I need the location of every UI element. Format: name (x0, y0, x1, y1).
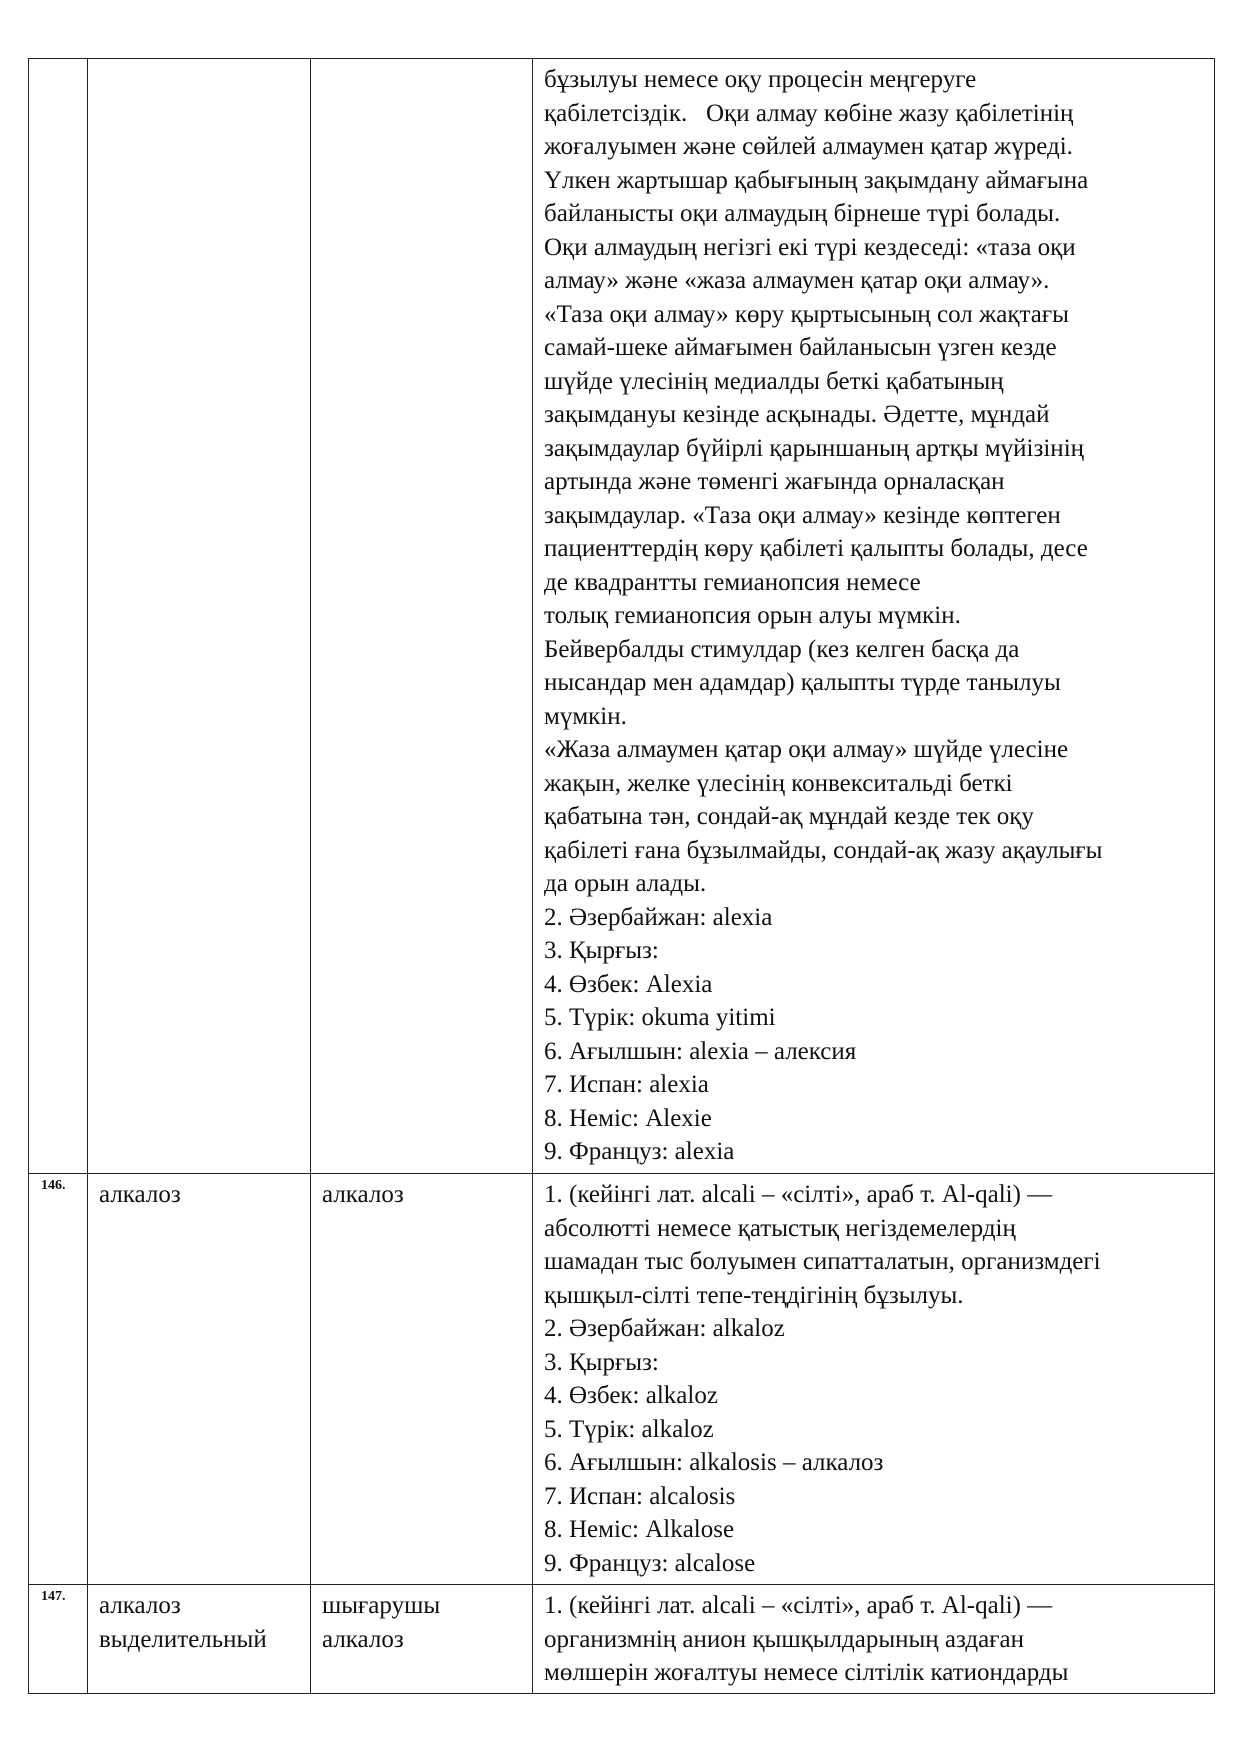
text-line: жақын, желке үлесінің конвекситальді беткі (544, 769, 1013, 797)
definition (533, 1585, 1215, 1694)
text-line: выделительный (99, 1625, 267, 1653)
table-row-147 (29, 1585, 1215, 1694)
text-line: «Таза оқи алмау» көру қыртысының сол жақтағы (544, 300, 1069, 328)
text-line: 6. Ағылшын: alkalosis – алкалоз (544, 1449, 884, 1476)
text-line: да орын алады. (544, 870, 707, 897)
text-line: 1. (кейінгі лат. alcali – «сілті», араб т. Al-qali) — (544, 1181, 1053, 1208)
text-line: жоғалуымен және сөйлей алмаумен қатар жүреді. (544, 133, 1073, 160)
text-line: 3. Қырғыз: (544, 1348, 659, 1376)
definition (533, 1174, 1215, 1585)
text-line: алкалоз (99, 1181, 181, 1208)
table-row-continuation (29, 59, 1215, 1174)
entry-number (29, 59, 88, 1174)
text-line: Үлкен жартышар қабығының зақымдану аймағына (544, 166, 1089, 194)
text-line: Оқи алмаудың негізгі екі түрі кездеседі: «таза оқи (544, 233, 1076, 261)
definition (533, 59, 1215, 1174)
entry-number: 146. (29, 1174, 88, 1585)
text-line: организмнің анион қышқылдарының аздаған (544, 1625, 1024, 1653)
text-line: шамадан тыс болуымен сипатталатын, организмдегі (544, 1248, 1101, 1275)
text-line: алкалоз (322, 1625, 404, 1653)
text-line: Бейвербалды стимулдар (кез келген басқа да (544, 635, 1020, 663)
text-line: 1. (кейінгі лат. alcali – «сілті», араб т. Al-qali) — (544, 1592, 1053, 1619)
text-line: 8. Неміс: Alexie (544, 1104, 712, 1132)
text-line: 2. Әзербайжан: alkaloz (544, 1315, 785, 1342)
dictionary-table (28, 58, 1215, 1694)
text-line: зақымдаулар бүйірлі қарыншаның артқы мүйізінің (544, 434, 1085, 462)
kazakh-term (311, 59, 533, 1174)
text-line: алкалоз (99, 1592, 181, 1619)
entry-number: 147. (29, 1585, 88, 1694)
text-line: шығарушы (322, 1592, 441, 1619)
kazakh-term (311, 1174, 533, 1585)
text-line: алкалоз (322, 1181, 404, 1208)
text-line: қабатына тән, сондай-ақ мұндай кезде тек оқу (544, 803, 1034, 830)
text-line: байланысты оқи алмаудың бірнеше түрі болады. (544, 200, 1061, 227)
text-line: артында және төменгі жағында орналасқан (544, 468, 1005, 495)
text-line: зақымдануы кезінде асқынады. Әдетте, мұндай (544, 401, 1050, 428)
text-line: абсолютті немесе қатыстық негіздемелердің (544, 1214, 1016, 1242)
text-line: мөлшерін жоғалтуы немесе сілтілік катиондарды (544, 1659, 1069, 1686)
text-line: бұзылуы немесе оқу процесін меңгеруге (544, 66, 977, 93)
text-line: зақымдаулар. «Таза оқи алмау» кезінде көптеген (544, 501, 1061, 529)
text-line: 3. Қырғыз: (544, 937, 659, 964)
text-line: қабілетсіздік. Оқи алмау көбіне жазу қабілетінің (544, 99, 1074, 127)
text-line: шүйде үлесінің медиалды беткі қабатының (544, 367, 1004, 395)
text-line: 9. Француз: alcalose (544, 1549, 756, 1577)
text-line: 4. Өзбек: alkaloz (544, 1382, 718, 1409)
text-line: қышқыл-сілті тепе-теңдігінің бұзылуы. (544, 1281, 964, 1309)
text-line: 4. Өзбек: Alexia (544, 970, 713, 998)
russian-term (88, 59, 311, 1174)
text-line: 7. Испан: alexia (544, 1071, 709, 1098)
text-line: 7. Испан: alcalosis (544, 1482, 736, 1510)
text-line: толық гемианопсия орын алуы мүмкін. (544, 602, 961, 629)
text-line: де квадрантты гемианопсия немесе (544, 568, 921, 596)
russian-term (88, 1174, 311, 1585)
text-line: нысандар мен адамдар) қалыпты түрде танылуы (544, 669, 1061, 696)
text-line: алмау» және «жаза алмаумен қатар оқи алмау». (544, 267, 1050, 294)
text-line: мүмкін. (544, 702, 627, 730)
russian-term (88, 1585, 311, 1694)
kazakh-term (311, 1585, 533, 1694)
text-line: 6. Ағылшын: alexia – алексия (544, 1037, 857, 1065)
text-line: 5. Түрік: okuma yitimi (544, 1004, 776, 1031)
table-row-146 (29, 1174, 1215, 1585)
text-line: 9. Француз: alexia (544, 1138, 735, 1165)
text-line: «Жаза алмаумен қатар оқи алмау» шүйде үлесіне (544, 736, 1069, 763)
text-line: 8. Неміс: Alkalose (544, 1516, 735, 1543)
text-line: 5. Түрік: alkaloz (544, 1415, 714, 1443)
text-line: самай-шеке аймағымен байланысын үзген кезде (544, 334, 1057, 361)
text-line: қабілеті ғана бұзылмайды, сондай-ақ жазу ақаулығы (544, 836, 1103, 864)
text-line: пациенттердің көру қабілеті қалыпты болады, десе (544, 535, 1088, 562)
text-line: 2. Әзербайжан: alexia (544, 903, 773, 931)
